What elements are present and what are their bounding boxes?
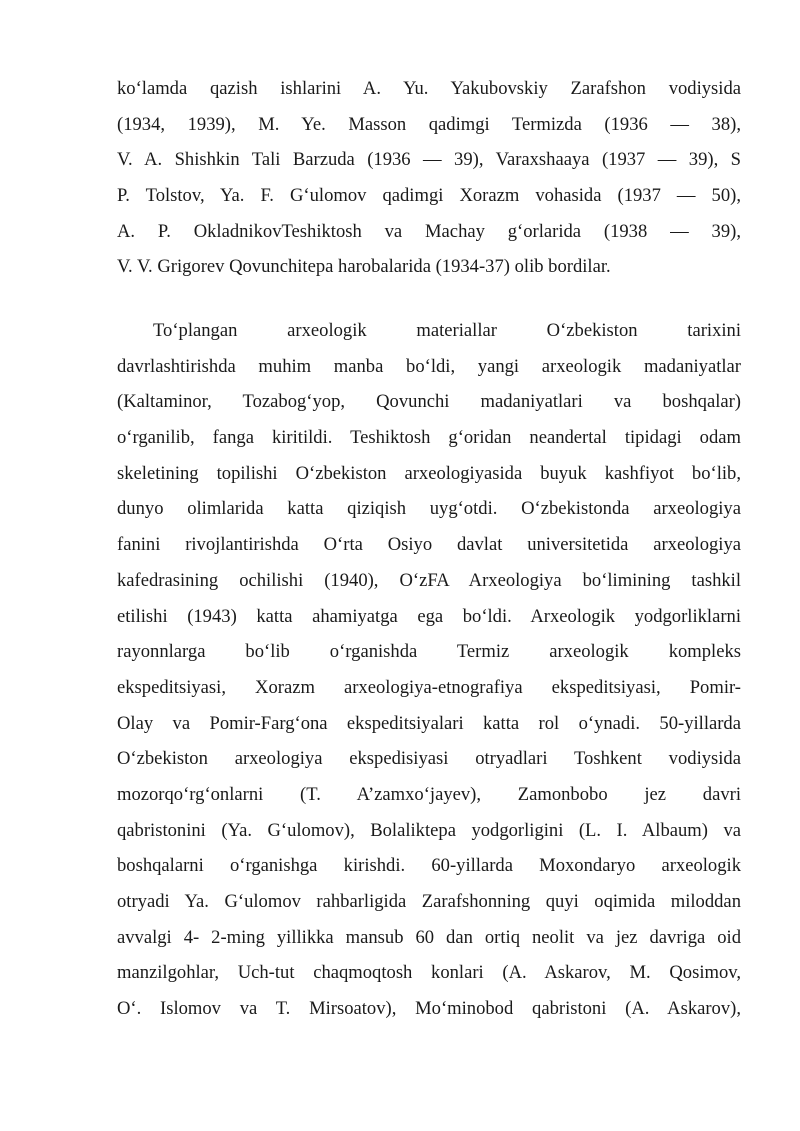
paragraph-1-line: V. A. Shishkin Tali Barzuda (1936 — 39), Varaxshaaya (1937 — 39), S: [117, 149, 741, 171]
paragraph-2-line: skeletining topilishi O‘zbekiston arxeologiyasida buyuk kashfiyot bo‘lib,: [117, 462, 741, 484]
paragraph-2-line: avvalgi 4- 2-ming yillikka mansub 60 dan ortiq neolit va jez davriga oid: [117, 926, 741, 948]
paragraph-2: [117, 313, 741, 1027]
paragraph-2-line: boshqalarni o‘rganishga kirishdi. 60-yillarda Moxondaryo arxeologik: [117, 855, 741, 877]
paragraph-1: [117, 71, 741, 285]
paragraph-2-line: ekspeditsiyasi, Xorazm arxeologiya-etnografiya ekspeditsiyasi, Pomir-: [117, 676, 741, 698]
paragraph-1-line: ko‘lamda qazish ishlarini A. Yu. Yakubovskiy Zarafshon vodiysida: [117, 78, 741, 99]
paragraph-2-line: manzilgohlar, Uch-tut chaqmoqtosh konlari (A. Askarov, M. Qosimov,: [117, 962, 741, 984]
paragraph-2-line: mozorqo‘rg‘onlarni (T. A’zamxo‘jayev), Zamonbobo jez davri: [117, 783, 741, 805]
paragraph-2-line: otryadi Ya. G‘ulomov rahbarligida Zarafshonning quyi oqimida miloddan: [117, 891, 741, 912]
paragraph-2-line: To‘plangan arxeologik materiallar O‘zbekiston tarixini: [153, 320, 741, 341]
paragraph-2-line: (Kaltaminor, Tozabog‘yop, Qovunchi madaniyatlari va boshqalar): [117, 391, 741, 413]
paragraph-1-line: A. P. OkladnikovTeshiktosh va Machay g‘orlarida (1938 — 39),: [117, 220, 741, 242]
paragraph-1-line: V. V. Grigorev Qovunchitepa harobalarida (1934-37) olib bordilar.: [117, 256, 611, 278]
paragraph-2-line: davrlashtirishda muhim manba bo‘ldi, yangi arxeologik madaniyatlar: [117, 355, 741, 377]
paragraph-2-line: O‘zbekiston arxeologiya ekspedisiyasi otryadlari Toshkent vodiysida: [117, 748, 741, 770]
paragraph-1-line: P. Tolstov, Ya. F. G‘ulomov qadimgi Xorazm vohasida (1937 — 50),: [117, 185, 741, 207]
paragraph-1-line: (1934, 1939), M. Ye. Masson qadimgi Termizda (1936 — 38),: [117, 113, 741, 135]
paragraph-2-line: qabristonini (Ya. G‘ulomov), Bolaliktepa yodgorligini (L. I. Albaum) va: [117, 819, 741, 841]
paragraph-2-line: o‘rganilib, fanga kiritildi. Teshiktosh g‘oridan neandertal tipidagi odam: [117, 427, 741, 449]
paragraph-2-line: fanini rivojlantirishda O‘rta Osiyo davlat universitetida arxeologiya: [117, 534, 741, 556]
paragraph-2-line: kafedrasining ochilishi (1940), O‘zFA Arxeologiya bo‘limining tashkil: [117, 569, 741, 591]
paragraph-2-line: rayonnlarga bo‘lib o‘rganishda Termiz arxeologik kompleks: [117, 641, 741, 663]
paragraph-2-line: Olay va Pomir-Farg‘ona ekspeditsiyalari katta rol o‘ynadi. 50-yillarda: [117, 712, 741, 734]
paragraph-2-line: dunyo olimlarida katta qiziqish uyg‘otdi. O‘zbekistonda arxeologiya: [117, 498, 741, 520]
paragraph-2-line: etilishi (1943) katta ahamiyatga ega bo‘ldi. Arxeologik yodgorliklarni: [117, 605, 741, 627]
paragraph-2-line: O‘. Islomov va T. Mirsoatov), Mo‘minobod qabristoni (A. Askarov),: [117, 998, 741, 1020]
